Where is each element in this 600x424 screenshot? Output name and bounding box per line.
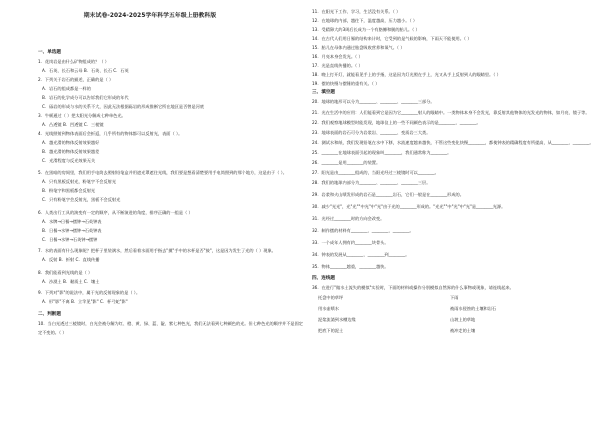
answer-option: A．反射 B．折射 C．直线传播 <box>42 257 100 262</box>
match-right-item: 山坡上的草地 <box>450 317 476 322</box>
answer-option: A．凸透镜 B．凹透镜 C．三棱镜 <box>42 122 104 127</box>
answer-option: B．越光滑的物体反射效果越差 <box>42 149 100 154</box>
question-text: 31．光经过________时的方向会改变。 <box>312 216 385 221</box>
question-text: 定不变的。（ ） <box>38 330 67 335</box>
question-text: 26．________是用________的装置。 <box>312 160 381 165</box>
question-text: 9．下列对"影"的说法中，属于光的反射现象的是（ ）。 <box>38 290 141 295</box>
question-text: 35．物体________越重，________越快。 <box>312 264 389 269</box>
question-text: 5．在黑暗的房间里，我们用手电筒去照射铅笔盒并用遮光罩遮住光线，我们要是想看清楚要用手电筒照到的那个地方，这是由于（ ）。 <box>38 170 287 175</box>
question-text: 12．在地球的内部，越往下，温度越高，压力越小。（ ） <box>312 18 418 23</box>
question-text: 24．测试水和纸，我们发现铅笔在水中下移，水流速度越来越快，不管这些变化快慢________，都使钟表的精确程度有所提高，从________、________。 <box>312 140 594 145</box>
match-left-item: 托盘中的草坪 <box>318 295 344 300</box>
question-text: 25．________在地球表面引起的现象叫________，我们通常称为________。 <box>312 150 452 155</box>
answer-option: C．只有粉笔字会反射光，黑板不会反射光 <box>42 197 121 202</box>
question-text: 8．我们能看到光线的是（ ） <box>38 270 93 275</box>
question-text: 14．在古代人们用日晷的结构来计时，它受到的是气候的影响，下雨天不能使用。（ ） <box>312 36 472 41</box>
answer-option: C．砾岩的形成与水的关系不大，因此无法根据砾岩的形成推断它所在地区是否曾是河底 <box>42 104 205 109</box>
section-heading: 一、单选题 <box>38 50 61 55</box>
answer-option: A．水牌→日晷→摆钟→石英钟表 <box>42 219 102 224</box>
question-text: 2．下列关于岩石的描述，正确的是（ ） <box>38 77 114 82</box>
answer-option: A．形"影"不离 B．立竿见"影" C．杯弓蛇"影" <box>42 299 128 304</box>
match-left-item: 用水壶喷水 <box>318 306 339 311</box>
question-text: 7．水的表面有什么现象呢？把杯子里装满水，然后看着水面用手指去"摸"手中的水杯是否"鼓"，这是因为发生了光的（ ）现象。 <box>38 248 276 253</box>
question-text: 11．在阳光下工作、学习，生活没有关系。（ ） <box>312 9 401 14</box>
question-text: 32．制作摆的材料有________、________、________。 <box>312 228 414 233</box>
answer-option: A．石英、长石和云母 B．石英、长石 C．石英 <box>42 68 129 73</box>
answer-option: A．只有黑板反射光，粉笔字不会反射光 <box>42 179 117 184</box>
answer-option: B．日晷→水钟→摆钟→石英钟表 <box>42 228 102 233</box>
question-text: 23．地球表面的岩石可分为岩浆岩、________、变质岩三大类。 <box>312 130 431 135</box>
question-text: 20．地球的地形可以分为________、________、________三部分。 <box>312 99 435 104</box>
question-text: 36．在进行"做水土流失的模拟"实验时，下面的材料或操作分别模拟自然界的什么事物或现象，请连线起来。 <box>312 285 514 290</box>
section-heading: 二、判断题 <box>38 312 61 317</box>
answer-option: C．光滑程度与反光效果无关 <box>42 158 96 163</box>
question-text: 17．光是直线传播的。（ ） <box>312 63 363 68</box>
answer-option: A．岩石的组成都是一样的 <box>42 86 91 91</box>
question-text: 1．花岗岩是由什么矿物组成的？（ ） <box>38 59 109 64</box>
match-right-item: 下雨 <box>450 295 459 300</box>
matching-right-list <box>450 295 570 339</box>
question-text: 28．我们的地球内部分为________、________、________三层。 <box>312 180 431 185</box>
match-left-item: 把底下的泥土 <box>318 328 344 333</box>
question-text: 4．光线照射到物体表面后会折返，几乎所有的物体都可以反射光，表面（ ）。 <box>38 131 183 136</box>
question-text: 29．岩浆和火山喷发形成的岩石是________岩石，它们一般是在________形成的。 <box>312 192 464 197</box>
matching-left-list <box>318 295 438 339</box>
question-text: 6．人类出行工具的演变有一定的顺序，从不断演进的角度，排序正确的一组是（ ） <box>38 210 193 215</box>
page-title: 期末试卷-2024-2025学年科学五年级上册教科版 <box>83 13 217 19</box>
question-text: 3．牛顿通过（ ）把太阳光分解成七种单色光。 <box>38 113 126 118</box>
question-text: 18．晚上打开灯，就能看见手上的手指，这是因为灯光照在手上，光又从手上反射到人的眼睛里。（ ） <box>312 72 501 77</box>
question-text: 13．受精卵大约3周后长成为一个有胳膊和腿的胎儿。（ ） <box>312 27 420 32</box>
answer-option: A．越光滑的物体反射效果越好 <box>42 140 100 145</box>
question-text: 10．当白光透过三棱镜时，白光会被分解为红、橙、黄、绿、蓝、靛、紫七种色光，我们无法看到七种颜色的光。但七种色光的顺序并不是固定 <box>38 321 303 326</box>
answer-option: C．日晷→水钟→石英钟→摆钟 <box>42 237 98 242</box>
answer-option: B．岩石的化学成分可以告诉我们它形成的年代 <box>42 95 129 100</box>
section-heading: 三、填空题 <box>312 90 335 95</box>
match-left-item: 泥浆流淌到水槽边缘 <box>318 317 356 322</box>
question-text: 16．月亮本身会发光。（ ） <box>312 54 363 59</box>
question-text: 27．阳光是由________组成的，当阳光经过三棱镜时可以________。 <box>312 170 439 175</box>
match-right-item: 被冲走的土壤 <box>450 328 476 333</box>
question-text: 15．胎儿在母体内通过胎盘吸收营养和氧气。（ ） <box>312 45 405 50</box>
answer-option: B．粉笔字和黑板都会反射光 <box>42 188 96 193</box>
question-text: 33．一个成年人拥有约________块骨头。 <box>312 240 389 245</box>
section-heading: 四、连线题 <box>312 276 335 281</box>
question-text: 19．摆的快慢与摆锤的重有关。（ ） <box>312 81 380 86</box>
question-text: 21．光在生活中的应用：人们能看到它是因为它________射人的眼睛中。一类物体本身不会发光，靠反射其他物体的光发光的物体，如月亮、镜子等。 <box>312 110 590 115</box>
match-right-item: 被雨水侵蚀的土壤和岩石 <box>450 306 497 311</box>
question-text: 22．我们观察地球模型时能发现，地球仪上的一些不同颜色表示的是________、________。 <box>312 120 481 125</box>
answer-option: A．沙漠土 B．黏质土 C．壤土 <box>42 279 100 284</box>
question-text: 30．减少"光光"，光"光""中光"中"光"由于光的________形成的。"光光""中"光"中"光"是________光源。 <box>312 204 506 209</box>
question-text: 34．钟表的发展从________、________到________。 <box>312 252 410 257</box>
